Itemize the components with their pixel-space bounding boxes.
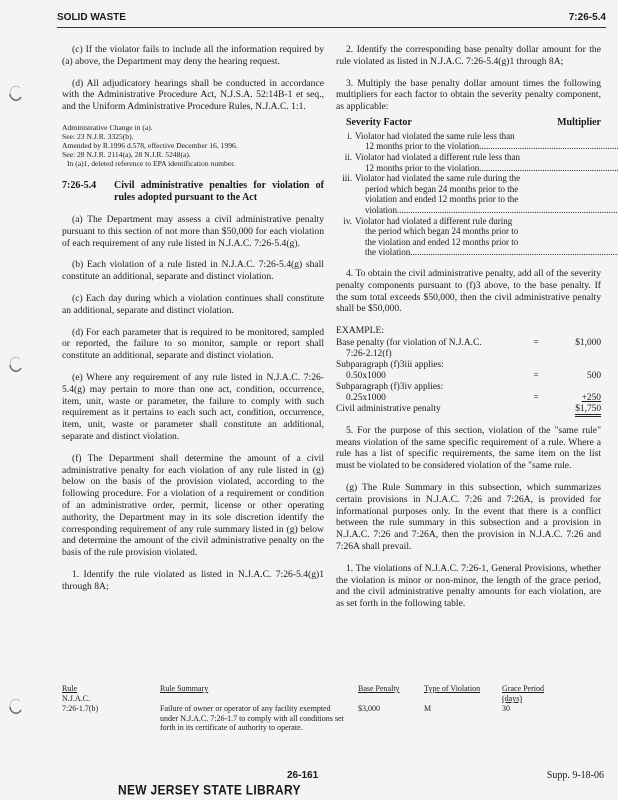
example-eq: = <box>533 370 539 381</box>
cell-type: M <box>424 704 432 713</box>
paragraph: (f) The Department shall determine the amount of a civil administrative penalty for each violation of any rule listed in (g) below on the basis of the provision violated, according to the following procedure. For a violation of a requirement or condition of an administrative order, permit, license or other operating authority, the Department may in its sole discretion identify the corresponding requirement of any rule summary listed in (g) below and determine the amount of the civil administrative penalty on the basis of the rule provision violated. <box>62 452 324 559</box>
punch-hole-icon <box>8 355 22 375</box>
library-stamp: NEW JERSEY STATE LIBRARY <box>118 781 301 799</box>
leader-dots <box>410 247 618 258</box>
paragraph: (e) Where any requirement of any rule listed in N.J.A.C. 7:26-5.4(g) may pertain to more than one act, condition, occurrence, item, unit, waste or parameter, the failure to comply with such requirement as it pertains to each such act, condition, occurrence, item, unit, waste or parameter shall constitute an additional, separate and distinct violation. <box>62 371 324 442</box>
section-title: Civil administrative penalties for violation of rules adopted pursuant to the Act <box>114 179 324 203</box>
item-text: 12 months prior to the violation <box>365 162 480 173</box>
history-line: See: 28 N.J.R. 2114(a), 28 N.J.R. 5248(a). <box>62 149 191 159</box>
example-desc: Base penalty (for violation of N.J.A.C. <box>336 337 482 348</box>
header-rule <box>57 27 606 28</box>
item-text: Violator had violated a different rule less than <box>355 151 520 162</box>
item-text: violation and ended 12 months prior to the <box>365 194 519 205</box>
history-note <box>62 123 324 168</box>
col-header-type: Type of Violation <box>424 684 481 693</box>
example-desc: 7:26-2.12(f) <box>346 348 392 359</box>
example-eq: = <box>533 337 539 348</box>
example-desc: Subparagraph (f)3iii applies: <box>336 359 444 370</box>
example-desc: 0.50x1000 <box>346 370 386 381</box>
example-row <box>336 349 601 360</box>
severity-item <box>336 131 601 152</box>
severity-item <box>336 216 601 258</box>
multiplier-heading: Multiplier <box>557 116 601 128</box>
example-eq: = <box>533 392 539 403</box>
history-line: In (a)1, deleted reference to EPA identification number. <box>67 158 236 168</box>
col-header-summary: Rule Summary <box>160 684 209 693</box>
item-text: the violation <box>365 247 411 258</box>
supplement-date: Supp. 9-18-06 <box>546 770 604 781</box>
leader-dots <box>479 141 618 152</box>
example-label: EXAMPLE: <box>336 325 384 337</box>
example-row <box>336 338 601 349</box>
paragraph: (c) Each day during which a violation continues shall constitute an additional, separate and distinct violation. <box>62 292 324 316</box>
severity-item <box>336 173 601 215</box>
page-number: 26-161 <box>287 770 319 781</box>
history-line: Administrative Change in (a). <box>62 122 153 132</box>
punch-hole-icon <box>8 697 22 717</box>
cell-base-penalty: $3,000 <box>358 704 380 713</box>
running-header-left: SOLID WASTE <box>57 12 126 23</box>
leader-dots <box>479 163 618 174</box>
example-amount: $1,000 <box>575 337 601 348</box>
cell-rule: 7:26-1.7(b) <box>62 704 99 713</box>
cell-summary: Failure of owner or operator of any facility exempted under N.J.A.C. 7:26-1.7 to comply with all conditions set forth in its certificate of authority to operate. <box>160 704 344 733</box>
item-text: violation <box>365 204 397 215</box>
example-amount: 500 <box>586 370 601 381</box>
punch-hole-icon <box>8 84 22 104</box>
section-heading <box>62 180 324 204</box>
severity-item <box>336 152 601 173</box>
paragraph: 4. To obtain the civil administrative penalty, add all of the severity penalty components pursuant to (f)3 above, to the base penalty. If the sum total exceeds $50,000, then the civil administrative penalty shall be $50,000. <box>336 267 601 315</box>
paragraph: 1. Identify the rule violated as listed in N.J.A.C. 7:26-5.4(g)1 through 8A; <box>62 568 324 592</box>
example-desc: Civil administrative penalty <box>336 403 441 414</box>
paragraph: (c) If the violator fails to include all the information required by (a) above, the Department may deny the hearing request. <box>62 44 324 67</box>
left-column <box>62 44 324 603</box>
example-row <box>336 360 601 371</box>
cell-grace: 30 <box>502 704 510 713</box>
item-text: Violator had violated the same rule less than <box>355 130 515 141</box>
col-header-rule: Rule <box>62 684 78 693</box>
example-amount: +250 <box>581 392 601 403</box>
col-header-grace-unit: (days) <box>502 694 522 703</box>
rule-prefix: N.J.A.C. <box>62 694 91 703</box>
example-desc: Subparagraph (f)3iv applies: <box>336 381 444 392</box>
section-number: 7:26-5.4 <box>62 179 97 191</box>
item-number: iii. <box>342 173 352 184</box>
right-column <box>336 44 601 620</box>
severity-table-header <box>346 117 601 129</box>
item-number: iv. <box>343 215 352 226</box>
paragraph: (d) For each parameter that is required to be monitored, sampled or reported, the failure to so monitor, sample or report shall constitute an additional, separate and distinct violation. <box>62 326 324 362</box>
example-total: $1,750 <box>575 404 601 417</box>
item-text: 12 months prior to the violation <box>365 141 480 152</box>
item-text: the period which began 24 months prior to <box>365 226 519 237</box>
paragraph: (a) The Department may assess a civil administrative penalty pursuant to this section of not more than $50,000 for each violation of each requirement of any rule listed in N.J.A.C. 7:26-5.4(g). <box>62 213 324 249</box>
example-row <box>336 393 601 404</box>
example-desc: 0.25x1000 <box>346 392 386 403</box>
paragraph: 2. Identify the corresponding base penalty dollar amount for the rule violated as listed in N.J.A.C. 7:26-5.4(g)1 through 8A; <box>336 44 601 67</box>
item-text: period which began 24 months prior to the <box>365 183 519 194</box>
example-row <box>336 404 601 415</box>
history-line: See: 23 N.J.R. 3325(b). <box>62 131 134 141</box>
item-text: the violation and ended 12 months prior to <box>365 236 519 247</box>
paragraph: (d) All adjudicatory hearings shall be conducted in accordance with the Administrative Procedure Act, N.J.S.A. 52:14B-1 et seq., and the Uniform Administrative Procedure Rules, N.J.A.C. 1:1. <box>62 77 324 113</box>
item-number: i. <box>347 130 352 141</box>
col-header-grace: Grace Period <box>502 684 544 693</box>
leader-dots <box>397 205 618 216</box>
running-header-right: 7:26-5.4 <box>568 12 606 23</box>
item-text: Violator had violated a different rule during <box>355 215 513 226</box>
paragraph: 5. For the purpose of this section, violation of the "same rule" means violation of the same specific requirement of a rule. Where a rule has a list of specific requirements, the same item on the list must be violated to be considered violation of the "same rule. <box>336 424 601 472</box>
history-line: Amended by R.1996 d.578, effective December 16, 1996. <box>62 140 238 150</box>
example-row <box>336 382 601 393</box>
item-number: ii. <box>344 151 352 162</box>
example-row <box>336 371 601 382</box>
col-header-base-penalty: Base Penalty <box>358 684 400 693</box>
paragraph: 1. The violations of N.J.A.C. 7:26-1, General Provisions, whether the violation is minor or non-minor, the length of the grace period, and the civil administrative penalty amounts for each violation, are as set forth in the following table. <box>336 562 601 610</box>
paragraph: 3. Multiply the base penalty dollar amount times the following multipliers for each factor to obtain the severity penalty component, as applicable: <box>336 77 601 113</box>
item-text: Violator had violated the same rule during the <box>355 173 521 184</box>
severity-factor-heading: Severity Factor <box>346 116 412 128</box>
example-block <box>336 338 601 415</box>
paragraph: (b) Each violation of a rule listed in N.J.A.C. 7:26-5.4(g) shall constitute an additional, separate and distinct violation. <box>62 259 324 283</box>
paragraph: (g) The Rule Summary in this subsection, which summarizes certain provisions in N.J.A.C. 7:26 and 7:26A, is provided for informational purposes only. In the event that there is a conflict between the rule summary in this subsection and a provision in N.J.A.C. 7:26 and 7:26A, then the provision in N.J.A.C. 7:26 and 7:26A shall prevail. <box>336 482 601 553</box>
